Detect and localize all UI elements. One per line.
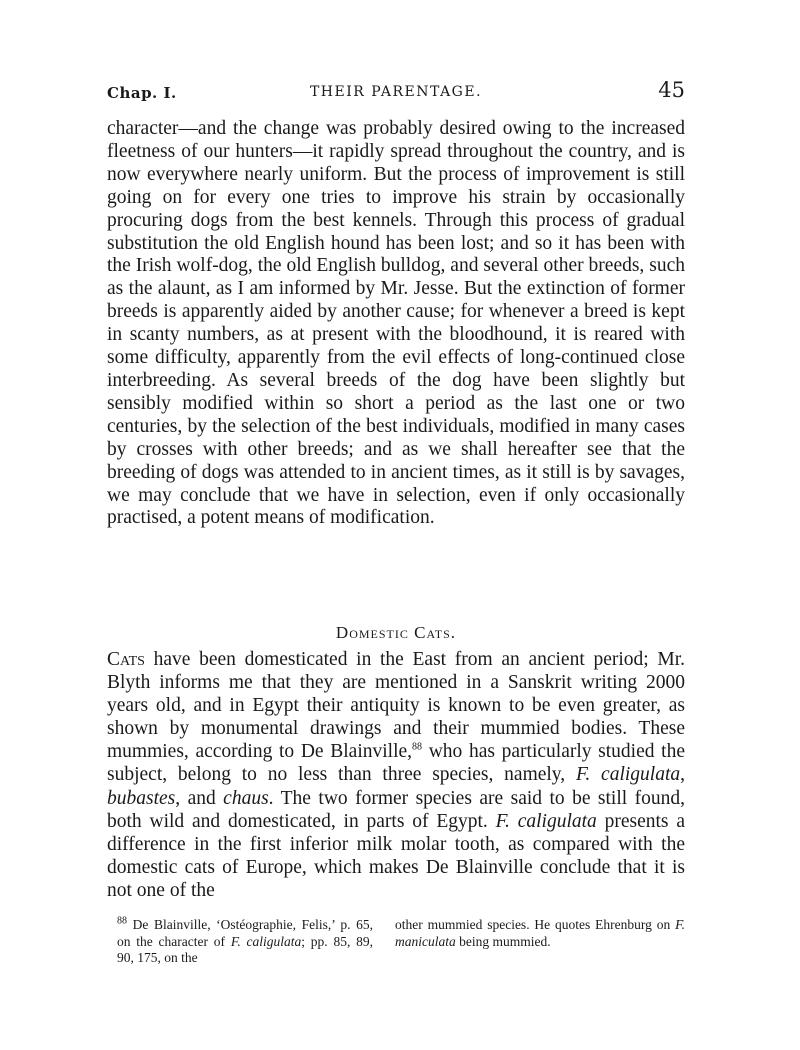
footnote-right-column xyxy=(395,917,685,950)
cats-text-3: . The two former species are said to be still found, both wild and domesticated, in parts of Egypt. xyxy=(107,787,685,832)
cats-sep-1: , xyxy=(680,764,685,786)
body-text-cats xyxy=(107,648,685,902)
footnote-left-column xyxy=(117,917,373,967)
species-name: chaus xyxy=(223,787,269,809)
page-number: 45 xyxy=(658,78,685,102)
body-text-top xyxy=(107,118,685,530)
section-heading: Domestic Cats. xyxy=(335,623,457,642)
footnote-text-1: De Blainville, ‘Ostéographie, Felis,’ p. 65, on the character of xyxy=(117,917,373,949)
cats-text-4: presents a difference in the first inferior milk molar tooth, as compared with the domestic cats of Europe, which makes De Blainville conclude that it is not one of the xyxy=(107,810,685,901)
running-title: THEIR PARENTAGE. xyxy=(309,84,483,100)
cats-text-1: have been domesticated in the East from an ancient period; Mr. Blyth informs me that they are mentioned in a Sanskrit writing 2000 years old, and in Egypt their antiquity is known to be even greater, as shown by monumental drawings and their mummied bodies. These mummies, according to De Blainville, xyxy=(107,649,685,763)
footnote-species: F. caligulata xyxy=(230,933,302,949)
lead-word: Cats xyxy=(107,649,145,670)
footnote-text-3: other mummied species. He quotes Ehrenburg on xyxy=(395,917,676,932)
footnote-number: 88 xyxy=(117,915,127,927)
species-name: F. caligulata xyxy=(495,810,597,832)
species-name: bubastes xyxy=(107,787,176,809)
paragraph-dogs: character—and the change was probably desired owing to the increased fleetness of our hunters—it rapidly spread throughout the country, and is now everywhere nearly uniform. But the process of improvement is still going on for every one tries to improve his strain by occasionally procuring dogs from the best kennels. Through this process of gradual substitution the old English hound has been lost; and so it has been with the Irish wolf-dog, the old English bulldog, and several other breeds, such as the alaunt, as I am informed by Mr. Jesse. But the extinction of former breeds is apparently aided by another cause; for whenever a breed is kept in scanty numbers, as at present with the bloodhound, it is reared with some difficulty, apparently from the evil effects of long-continued close interbreeding. As several breeds of the dog have been slightly but sensibly modified within so short a period as the last one or two centuries, by the selection of the best individuals, modified in many cases by crosses with other breeds; and as we shall hereafter see that the breeding of dogs was attended to in ancient times, as it still is by savages, we may conclude that we have in selection, even if only occasionally practised, a potent means of modification. xyxy=(107,118,685,529)
chapter-label: Chap. I. xyxy=(107,84,177,102)
paragraph-cats xyxy=(107,648,685,902)
species-name: F. caligulata xyxy=(575,764,681,786)
running-header xyxy=(107,78,685,108)
footnote-text-4: being mummied. xyxy=(455,933,551,949)
footnote-ref: 88 xyxy=(412,741,423,753)
footnote-species: F. maniculata xyxy=(395,917,685,949)
footnote-text-2: ; pp. 85, 89, 90, 175, on the xyxy=(117,933,373,965)
cats-text-2: who has particularly studied the subject, belong to no less than three species, namely, xyxy=(107,741,685,786)
cats-sep-2: , and xyxy=(175,787,224,809)
